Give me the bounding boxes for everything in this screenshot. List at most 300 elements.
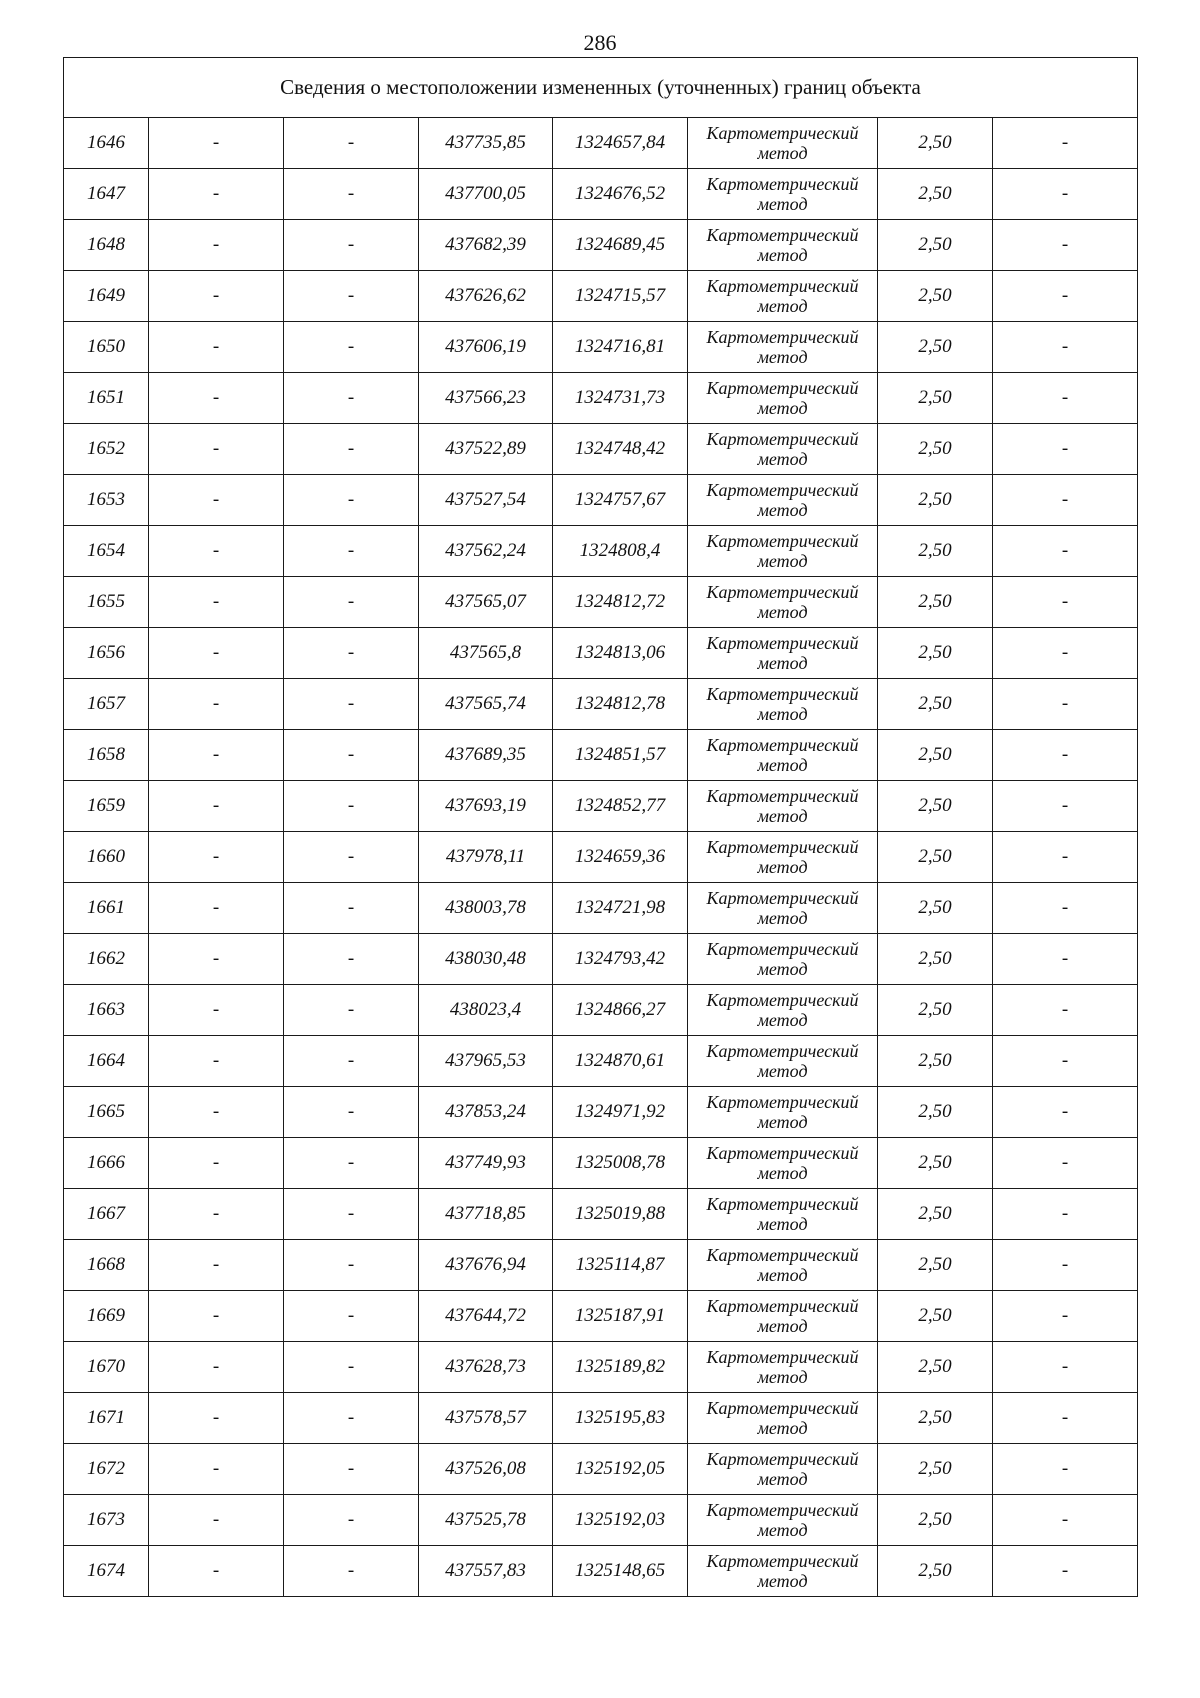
x-coordinate-cell: 437628,73 [419, 1342, 553, 1393]
method-cell [688, 883, 878, 934]
table-row [64, 1444, 1138, 1495]
empty-value-cell: - [993, 730, 1138, 781]
method-cell [688, 1138, 878, 1189]
x-coordinate-cell: 437565,07 [419, 577, 553, 628]
point-number-cell: 1653 [64, 475, 149, 526]
y-coordinate-cell: 1324793,42 [553, 934, 688, 985]
empty-value-cell: - [284, 1036, 419, 1087]
table-row [64, 730, 1138, 781]
table-row [64, 424, 1138, 475]
x-coordinate-cell: 437565,8 [419, 628, 553, 679]
empty-value-cell: - [284, 781, 419, 832]
table-row [64, 169, 1138, 220]
empty-value-cell: - [284, 271, 419, 322]
method-label-line1: Картометрический [706, 123, 859, 143]
table-row [64, 628, 1138, 679]
point-number-cell: 1654 [64, 526, 149, 577]
x-coordinate-cell: 437522,89 [419, 424, 553, 475]
method-cell [688, 730, 878, 781]
accuracy-cell: 2,50 [878, 1291, 993, 1342]
method-label-line2: метод [757, 143, 808, 163]
empty-value-cell: - [149, 1444, 284, 1495]
method-label-line2: метод [757, 602, 808, 622]
x-coordinate-cell: 437676,94 [419, 1240, 553, 1291]
x-coordinate-cell: 437566,23 [419, 373, 553, 424]
point-number-cell: 1655 [64, 577, 149, 628]
accuracy-cell: 2,50 [878, 424, 993, 475]
method-label-line1: Картометрический [706, 1041, 859, 1061]
x-coordinate-cell: 438030,48 [419, 934, 553, 985]
empty-value-cell: - [149, 526, 284, 577]
y-coordinate-cell: 1324971,92 [553, 1087, 688, 1138]
accuracy-cell: 2,50 [878, 220, 993, 271]
method-cell [688, 1444, 878, 1495]
y-coordinate-cell: 1325192,05 [553, 1444, 688, 1495]
table-row [64, 475, 1138, 526]
empty-value-cell: - [149, 424, 284, 475]
accuracy-cell: 2,50 [878, 1393, 993, 1444]
accuracy-cell: 2,50 [878, 1240, 993, 1291]
table-title: Сведения о местоположении измененных (уточненных) границ объекта [64, 58, 1138, 118]
x-coordinate-cell: 437562,24 [419, 526, 553, 577]
empty-value-cell: - [284, 1393, 419, 1444]
empty-value-cell: - [284, 1546, 419, 1597]
empty-value-cell: - [993, 832, 1138, 883]
y-coordinate-cell: 1325148,65 [553, 1546, 688, 1597]
y-coordinate-cell: 1324716,81 [553, 322, 688, 373]
method-cell [688, 1495, 878, 1546]
empty-value-cell: - [993, 1342, 1138, 1393]
empty-value-cell: - [284, 424, 419, 475]
y-coordinate-cell: 1324657,84 [553, 118, 688, 169]
point-number-cell: 1671 [64, 1393, 149, 1444]
method-cell [688, 424, 878, 475]
y-coordinate-cell: 1325114,87 [553, 1240, 688, 1291]
empty-value-cell: - [284, 883, 419, 934]
empty-value-cell: - [993, 271, 1138, 322]
empty-value-cell: - [993, 424, 1138, 475]
method-cell [688, 1342, 878, 1393]
table-row [64, 781, 1138, 832]
method-cell [688, 781, 878, 832]
accuracy-cell: 2,50 [878, 322, 993, 373]
empty-value-cell: - [993, 1240, 1138, 1291]
method-cell [688, 679, 878, 730]
accuracy-cell: 2,50 [878, 118, 993, 169]
y-coordinate-cell: 1324731,73 [553, 373, 688, 424]
accuracy-cell: 2,50 [878, 679, 993, 730]
accuracy-cell: 2,50 [878, 169, 993, 220]
empty-value-cell: - [993, 1138, 1138, 1189]
method-label-line1: Картометрический [706, 990, 859, 1010]
empty-value-cell: - [149, 1036, 284, 1087]
empty-value-cell: - [149, 1138, 284, 1189]
method-cell [688, 1087, 878, 1138]
empty-value-cell: - [284, 526, 419, 577]
point-number-cell: 1651 [64, 373, 149, 424]
empty-value-cell: - [149, 832, 284, 883]
empty-value-cell: - [149, 628, 284, 679]
method-label-line1: Картометрический [706, 480, 859, 500]
y-coordinate-cell: 1324813,06 [553, 628, 688, 679]
accuracy-cell: 2,50 [878, 832, 993, 883]
accuracy-cell: 2,50 [878, 883, 993, 934]
y-coordinate-cell: 1324812,72 [553, 577, 688, 628]
method-cell [688, 1189, 878, 1240]
y-coordinate-cell: 1324866,27 [553, 985, 688, 1036]
method-cell [688, 1393, 878, 1444]
empty-value-cell: - [149, 1342, 284, 1393]
method-label-line1: Картометрический [706, 1143, 859, 1163]
method-label-line1: Картометрический [706, 1500, 859, 1520]
empty-value-cell: - [993, 1444, 1138, 1495]
point-number-cell: 1670 [64, 1342, 149, 1393]
method-cell [688, 526, 878, 577]
empty-value-cell: - [993, 1393, 1138, 1444]
empty-value-cell: - [149, 1546, 284, 1597]
method-cell [688, 118, 878, 169]
accuracy-cell: 2,50 [878, 271, 993, 322]
empty-value-cell: - [284, 1189, 419, 1240]
empty-value-cell: - [284, 577, 419, 628]
table-row [64, 1393, 1138, 1444]
method-label-line1: Картометрический [706, 1398, 859, 1418]
accuracy-cell: 2,50 [878, 1087, 993, 1138]
x-coordinate-cell: 437682,39 [419, 220, 553, 271]
method-cell [688, 577, 878, 628]
point-number-cell: 1647 [64, 169, 149, 220]
accuracy-cell: 2,50 [878, 934, 993, 985]
accuracy-cell: 2,50 [878, 526, 993, 577]
empty-value-cell: - [284, 1291, 419, 1342]
y-coordinate-cell: 1325019,88 [553, 1189, 688, 1240]
empty-value-cell: - [284, 1240, 419, 1291]
y-coordinate-cell: 1324870,61 [553, 1036, 688, 1087]
method-label-line2: метод [757, 245, 808, 265]
x-coordinate-cell: 437693,19 [419, 781, 553, 832]
empty-value-cell: - [149, 220, 284, 271]
accuracy-cell: 2,50 [878, 628, 993, 679]
x-coordinate-cell: 437749,93 [419, 1138, 553, 1189]
accuracy-cell: 2,50 [878, 781, 993, 832]
method-label-line2: метод [757, 1367, 808, 1387]
method-label-line1: Картометрический [706, 786, 859, 806]
y-coordinate-cell: 1325195,83 [553, 1393, 688, 1444]
point-number-cell: 1662 [64, 934, 149, 985]
x-coordinate-cell: 437644,72 [419, 1291, 553, 1342]
empty-value-cell: - [284, 1087, 419, 1138]
table-title-row [64, 58, 1138, 118]
empty-value-cell: - [993, 781, 1138, 832]
method-cell [688, 475, 878, 526]
page-number: 286 [583, 30, 617, 55]
y-coordinate-cell: 1324676,52 [553, 169, 688, 220]
point-number-cell: 1666 [64, 1138, 149, 1189]
point-number-cell: 1667 [64, 1189, 149, 1240]
empty-value-cell: - [149, 781, 284, 832]
point-number-cell: 1665 [64, 1087, 149, 1138]
table-row [64, 1495, 1138, 1546]
method-label-line2: метод [757, 500, 808, 520]
table-row [64, 832, 1138, 883]
accuracy-cell: 2,50 [878, 1495, 993, 1546]
method-label-line2: метод [757, 1520, 808, 1540]
empty-value-cell: - [993, 628, 1138, 679]
method-label-line1: Картометрический [706, 429, 859, 449]
empty-value-cell: - [284, 220, 419, 271]
y-coordinate-cell: 1324715,57 [553, 271, 688, 322]
y-coordinate-cell: 1324757,67 [553, 475, 688, 526]
method-label-line2: метод [757, 704, 808, 724]
method-label-line2: метод [757, 653, 808, 673]
y-coordinate-cell: 1324808,4 [553, 526, 688, 577]
empty-value-cell: - [993, 220, 1138, 271]
x-coordinate-cell: 437965,53 [419, 1036, 553, 1087]
method-label-line1: Картометрический [706, 1194, 859, 1214]
table-row [64, 322, 1138, 373]
x-coordinate-cell: 437578,57 [419, 1393, 553, 1444]
method-label-line2: метод [757, 755, 808, 775]
table-row [64, 1546, 1138, 1597]
empty-value-cell: - [149, 373, 284, 424]
empty-value-cell: - [149, 730, 284, 781]
accuracy-cell: 2,50 [878, 373, 993, 424]
table-row [64, 220, 1138, 271]
x-coordinate-cell: 437525,78 [419, 1495, 553, 1546]
method-label-line2: метод [757, 1316, 808, 1336]
method-label-line2: метод [757, 857, 808, 877]
method-cell [688, 169, 878, 220]
empty-value-cell: - [149, 1240, 284, 1291]
accuracy-cell: 2,50 [878, 1189, 993, 1240]
accuracy-cell: 2,50 [878, 475, 993, 526]
empty-value-cell: - [993, 1546, 1138, 1597]
empty-value-cell: - [149, 1189, 284, 1240]
empty-value-cell: - [284, 373, 419, 424]
empty-value-cell: - [993, 1036, 1138, 1087]
table-row [64, 1087, 1138, 1138]
method-label-line2: метод [757, 1418, 808, 1438]
point-number-cell: 1659 [64, 781, 149, 832]
method-cell [688, 1240, 878, 1291]
point-number-cell: 1673 [64, 1495, 149, 1546]
empty-value-cell: - [149, 118, 284, 169]
x-coordinate-cell: 437606,19 [419, 322, 553, 373]
empty-value-cell: - [993, 1189, 1138, 1240]
table-row [64, 1189, 1138, 1240]
table-row [64, 118, 1138, 169]
method-cell [688, 271, 878, 322]
method-cell [688, 220, 878, 271]
method-label-line2: метод [757, 959, 808, 979]
empty-value-cell: - [149, 322, 284, 373]
method-label-line1: Картометрический [706, 735, 859, 755]
point-number-cell: 1672 [64, 1444, 149, 1495]
empty-value-cell: - [149, 169, 284, 220]
empty-value-cell: - [993, 1087, 1138, 1138]
method-label-line1: Картометрический [706, 531, 859, 551]
accuracy-cell: 2,50 [878, 730, 993, 781]
coordinates-table [63, 57, 1138, 1597]
method-label-line1: Картометрический [706, 327, 859, 347]
method-label-line1: Картометрический [706, 684, 859, 704]
method-label-line1: Картометрический [706, 276, 859, 296]
accuracy-cell: 2,50 [878, 1342, 993, 1393]
point-number-cell: 1674 [64, 1546, 149, 1597]
x-coordinate-cell: 437853,24 [419, 1087, 553, 1138]
empty-value-cell: - [993, 373, 1138, 424]
y-coordinate-cell: 1325192,03 [553, 1495, 688, 1546]
x-coordinate-cell: 437700,05 [419, 169, 553, 220]
table-row [64, 934, 1138, 985]
method-label-line2: метод [757, 551, 808, 571]
point-number-cell: 1663 [64, 985, 149, 1036]
method-cell [688, 1546, 878, 1597]
empty-value-cell: - [993, 118, 1138, 169]
accuracy-cell: 2,50 [878, 1036, 993, 1087]
method-cell [688, 832, 878, 883]
x-coordinate-cell: 438023,4 [419, 985, 553, 1036]
method-label-line2: метод [757, 1163, 808, 1183]
method-cell [688, 373, 878, 424]
x-coordinate-cell: 438003,78 [419, 883, 553, 934]
y-coordinate-cell: 1324689,45 [553, 220, 688, 271]
point-number-cell: 1648 [64, 220, 149, 271]
y-coordinate-cell: 1324851,57 [553, 730, 688, 781]
method-label-line1: Картометрический [706, 1449, 859, 1469]
empty-value-cell: - [149, 934, 284, 985]
method-label-line2: метод [757, 398, 808, 418]
empty-value-cell: - [993, 322, 1138, 373]
method-label-line1: Картометрический [706, 174, 859, 194]
empty-value-cell: - [284, 985, 419, 1036]
method-cell [688, 322, 878, 373]
accuracy-cell: 2,50 [878, 577, 993, 628]
empty-value-cell: - [284, 118, 419, 169]
x-coordinate-cell: 437626,62 [419, 271, 553, 322]
empty-value-cell: - [993, 577, 1138, 628]
method-label-line1: Картометрический [706, 888, 859, 908]
empty-value-cell: - [149, 1291, 284, 1342]
method-label-line2: метод [757, 1112, 808, 1132]
empty-value-cell: - [149, 883, 284, 934]
empty-value-cell: - [284, 679, 419, 730]
empty-value-cell: - [993, 985, 1138, 1036]
method-cell [688, 628, 878, 679]
table-row [64, 883, 1138, 934]
table-row [64, 985, 1138, 1036]
empty-value-cell: - [149, 271, 284, 322]
point-number-cell: 1657 [64, 679, 149, 730]
method-label-line1: Картометрический [706, 837, 859, 857]
table-row [64, 1342, 1138, 1393]
y-coordinate-cell: 1324852,77 [553, 781, 688, 832]
empty-value-cell: - [993, 883, 1138, 934]
method-label-line2: метод [757, 806, 808, 826]
empty-value-cell: - [284, 1138, 419, 1189]
table-row [64, 1036, 1138, 1087]
accuracy-cell: 2,50 [878, 985, 993, 1036]
method-label-line2: метод [757, 908, 808, 928]
point-number-cell: 1664 [64, 1036, 149, 1087]
empty-value-cell: - [993, 934, 1138, 985]
method-label-line2: метод [757, 1214, 808, 1234]
method-label-line1: Картометрический [706, 1296, 859, 1316]
point-number-cell: 1668 [64, 1240, 149, 1291]
method-label-line2: метод [757, 296, 808, 316]
empty-value-cell: - [284, 322, 419, 373]
method-label-line1: Картометрический [706, 378, 859, 398]
y-coordinate-cell: 1324659,36 [553, 832, 688, 883]
empty-value-cell: - [993, 1291, 1138, 1342]
y-coordinate-cell: 1325189,82 [553, 1342, 688, 1393]
x-coordinate-cell: 437735,85 [419, 118, 553, 169]
empty-value-cell: - [993, 1495, 1138, 1546]
x-coordinate-cell: 437526,08 [419, 1444, 553, 1495]
empty-value-cell: - [149, 1495, 284, 1546]
empty-value-cell: - [284, 1444, 419, 1495]
empty-value-cell: - [993, 679, 1138, 730]
empty-value-cell: - [284, 475, 419, 526]
empty-value-cell: - [149, 577, 284, 628]
empty-value-cell: - [993, 475, 1138, 526]
method-label-line1: Картометрический [706, 939, 859, 959]
method-label-line2: метод [757, 1061, 808, 1081]
empty-value-cell: - [284, 628, 419, 679]
method-label-line2: метод [757, 1010, 808, 1030]
accuracy-cell: 2,50 [878, 1546, 993, 1597]
point-number-cell: 1650 [64, 322, 149, 373]
method-cell [688, 985, 878, 1036]
method-label-line2: метод [757, 1469, 808, 1489]
method-label-line2: метод [757, 449, 808, 469]
table-row [64, 577, 1138, 628]
y-coordinate-cell: 1324748,42 [553, 424, 688, 475]
point-number-cell: 1661 [64, 883, 149, 934]
empty-value-cell: - [149, 475, 284, 526]
empty-value-cell: - [284, 169, 419, 220]
method-label-line1: Картометрический [706, 582, 859, 602]
y-coordinate-cell: 1325187,91 [553, 1291, 688, 1342]
method-label-line2: метод [757, 347, 808, 367]
table-row [64, 526, 1138, 577]
y-coordinate-cell: 1324812,78 [553, 679, 688, 730]
point-number-cell: 1649 [64, 271, 149, 322]
method-label-line2: метод [757, 1571, 808, 1591]
table-row [64, 271, 1138, 322]
x-coordinate-cell: 437565,74 [419, 679, 553, 730]
table-row [64, 679, 1138, 730]
x-coordinate-cell: 437689,35 [419, 730, 553, 781]
empty-value-cell: - [149, 1087, 284, 1138]
point-number-cell: 1669 [64, 1291, 149, 1342]
method-cell [688, 1291, 878, 1342]
method-label-line1: Картометрический [706, 1551, 859, 1571]
y-coordinate-cell: 1325008,78 [553, 1138, 688, 1189]
method-cell [688, 934, 878, 985]
point-number-cell: 1646 [64, 118, 149, 169]
empty-value-cell: - [284, 730, 419, 781]
point-number-cell: 1658 [64, 730, 149, 781]
y-coordinate-cell: 1324721,98 [553, 883, 688, 934]
x-coordinate-cell: 437718,85 [419, 1189, 553, 1240]
point-number-cell: 1656 [64, 628, 149, 679]
accuracy-cell: 2,50 [878, 1138, 993, 1189]
empty-value-cell: - [149, 679, 284, 730]
table-row [64, 1291, 1138, 1342]
empty-value-cell: - [993, 526, 1138, 577]
method-label-line1: Картометрический [706, 225, 859, 245]
